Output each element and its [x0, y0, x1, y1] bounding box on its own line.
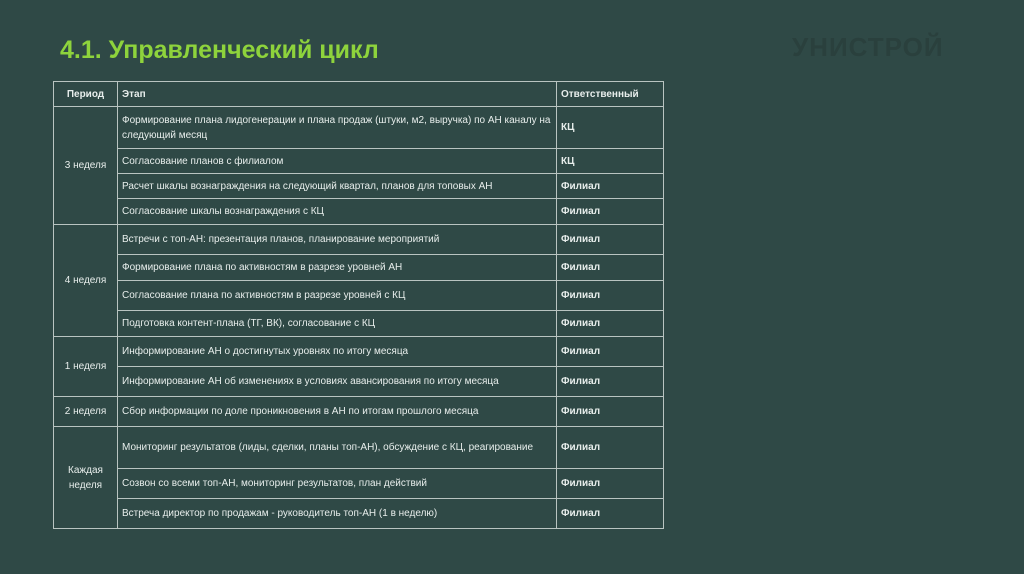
table-row [54, 225, 664, 255]
period-cell: 2 неделя [54, 397, 118, 427]
company-logo: УНИСТРОЙ [792, 32, 944, 62]
management-cycle-table [53, 81, 664, 529]
stage-cell: Сбор информации по доле проникновения в АН по итогам прошлого месяца [118, 397, 557, 427]
stage-cell: Формирование плана лидогенерации и плана продаж (штуки, м2, выручка) по АН каналу на следующий месяц [118, 107, 557, 149]
responsible-cell: Филиал [557, 469, 664, 499]
period-cell: 3 неделя [54, 107, 118, 225]
responsible-cell: Филиал [557, 337, 664, 367]
responsible-cell: Филиал [557, 427, 664, 469]
responsible-cell: Филиал [557, 499, 664, 529]
responsible-cell: Филиал [557, 397, 664, 427]
responsible-cell: Филиал [557, 199, 664, 225]
table-row [54, 149, 664, 174]
responsible-cell: Филиал [557, 174, 664, 199]
period-cell: 1 неделя [54, 337, 118, 397]
responsible-cell: Филиал [557, 311, 664, 337]
stage-cell: Созвон со всеми топ-АН, мониторинг результатов, план действий [118, 469, 557, 499]
period-cell: Каждая неделя [54, 427, 118, 529]
header-stage: Этап [118, 82, 557, 107]
responsible-cell: Филиал [557, 281, 664, 311]
responsible-cell: Филиал [557, 225, 664, 255]
table-row [54, 337, 664, 367]
responsible-cell: КЦ [557, 149, 664, 174]
header-period: Период [54, 82, 118, 107]
table-row [54, 367, 664, 397]
responsible-cell: Филиал [557, 367, 664, 397]
stage-cell: Формирование плана по активностям в разрезе уровней АН [118, 255, 557, 281]
table-row [54, 281, 664, 311]
page-title: 4.1. Управленческий цикл [60, 36, 379, 64]
table-row [54, 199, 664, 225]
table-row [54, 311, 664, 337]
table-row [54, 174, 664, 199]
stage-cell: Расчет шкалы вознаграждения на следующий квартал, планов для топовых АН [118, 174, 557, 199]
responsible-cell: Филиал [557, 255, 664, 281]
table-row [54, 427, 664, 469]
stage-cell: Информирование АН об изменениях в условиях авансирования по итогу месяца [118, 367, 557, 397]
responsible-cell: КЦ [557, 107, 664, 149]
table-row [54, 469, 664, 499]
table-row [54, 397, 664, 427]
stage-cell: Встреча директор по продажам - руководитель топ-АН (1 в неделю) [118, 499, 557, 529]
stage-cell: Встречи с топ-АН: презентация планов, планирование мероприятий [118, 225, 557, 255]
stage-cell: Согласование плана по активностям в разрезе уровней с КЦ [118, 281, 557, 311]
stage-cell: Мониторинг результатов (лиды, сделки, планы топ-АН), обсуждение с КЦ, реагирование [118, 427, 557, 469]
stage-cell: Согласование планов с филиалом [118, 149, 557, 174]
stage-cell: Информирование АН о достигнутых уровнях по итогу месяца [118, 337, 557, 367]
table-row [54, 107, 664, 149]
header-responsible: Ответственный [557, 82, 664, 107]
table-row [54, 499, 664, 529]
stage-cell: Подготовка контент-плана (ТГ, ВК), согласование с КЦ [118, 311, 557, 337]
period-cell: 4 неделя [54, 225, 118, 337]
table-row [54, 255, 664, 281]
stage-cell: Согласование шкалы вознаграждения с КЦ [118, 199, 557, 225]
table-header-row [54, 82, 664, 107]
